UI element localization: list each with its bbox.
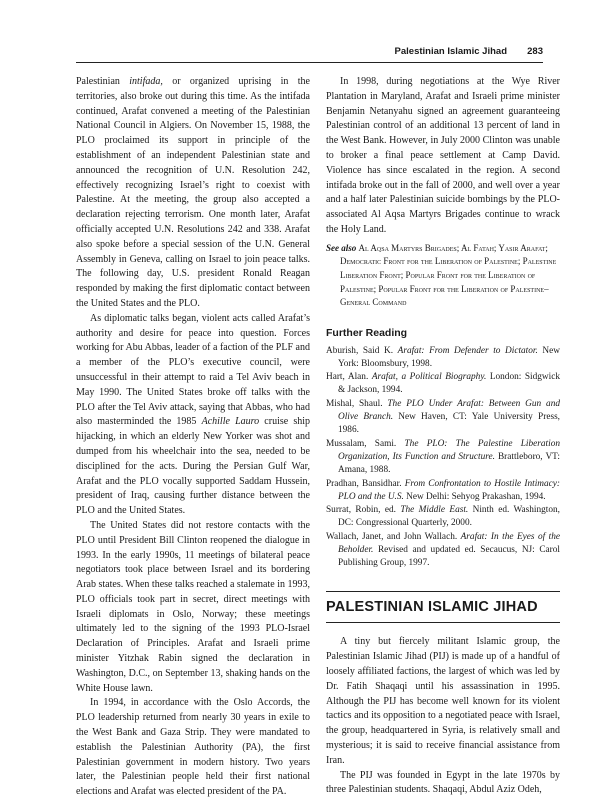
right-column [326,75,560,798]
book-title: Arafat: In the Eyes of the Beholder. [338,531,560,555]
book-title: From Confrontation to Hostile Intimacy: PLO and the U.S. [338,478,560,502]
paragraph: In 1998, during negotiations at the Wye River Plantation in Maryland, Arafat and Israeli prime minister Benjamin Netanyahu signed an agreement guaranteeing Palestinian control of an additional 13 percent of land in the West Bank. However, in July 2000 Clinton was unable to broker a final peace settlement at Camp David. Violence has since escalated in the region. A second intifada broke out in the fall of 2000, and well over a year and a half later Palestinian suicide bombings by the PLO-associated Al Aqsa Martyrs Brigades continue to wrack the Holy Land. [326,76,560,235]
text: Hart, Alan. [326,372,372,383]
bibliography-entry [326,478,560,505]
text: New York: Bloomsbury, 1998. [338,345,560,369]
italic-text: Achille Lauro [201,416,260,428]
text: New Delhi: Sehyog Prakashan, 1994. [403,491,546,502]
running-head [76,42,543,63]
bibliography-entry [326,398,560,438]
left-column [76,75,310,800]
paragraph: In 1994, in accordance with the Oslo Accords, the PLO leadership returned from nearly 30 years in exile to the West Bank and Gaza Strip. They were mandated to establish the Palestinian Authority (PA), the first Palestinian government in modern history. Two years later, the Palestinian people held their first national elections and Arafat was elected president of the PA. [76,697,310,798]
text: Ninth ed. Washington, DC: Congressional Quarterly, 2000. [338,505,561,529]
text: Pradhan, Bansidhar. [326,478,405,489]
entry-top-rule [326,591,560,592]
entry-title: PALESTINIAN ISLAMIC JIHAD [326,598,538,615]
text: Aburish, Said K. [326,345,398,356]
see-also-references: Al Aqsa Martyrs Brigades; Al Fatah; Yasir Arafat; Democratic Front for the Liberation of Palestine; Palestine Liberation Front; Popular Front for the Liberation of Palestine; Popular Front for the Liberation of Palestine–General Command [340,242,557,308]
bibliography-entry [326,438,560,478]
text: London: Sidgwick & Jackson, 1994. [338,372,560,396]
text: cruise ship hijacking, in which an elderly New Yorker was shot and dumped from his wheelchair into the sea, needed to be disciplined for the acts. During the Persian Gulf War, Arafat and the PLO vocally supported Saddam Hussein, president of Iraq, causing further distance between the PLO and the United States. [76,416,311,517]
italic-text: intifada, [129,76,163,87]
text: Wallach, Janet, and John Wallach. [326,531,461,542]
bibliography-entry [326,345,560,372]
text: Mussalam, Sami. [326,438,405,449]
see-also-lead: See also [326,242,357,253]
running-head-title: Palestinian Islamic Jihad [394,46,507,57]
book-title: The PLO: The Palestine Liberation Organization, Its Function and Structure. [338,438,560,462]
bibliography-entry [326,504,560,531]
text: or organized uprising in the territories, also broke out during this time. As the intifada continued, Arafat convened a meeting of the Palestinian National Council in Algiers. On November 15, 1988, the PLO proclaimed its support in principle of the establishment of an independent Palestinian state and announced the recognition of U.N. Resolution 242, effectively recognizing Israel’s right to coexist with Palestine. At the meeting, the group also accepted a declaration rejecting terrorism. One month later, Arafat officially accepted U.N. Resolutions 242 and 338. Arafat also spoke before a special session of the U.N. General Assembly in Geneva, calling on Israel to join peace talks. The following day, U.S. president Ronald Reagan responded by making the first diplomatic contact between the United States and the PLO. [76,76,310,309]
bibliography-entry [326,371,560,398]
bibliography [326,345,560,571]
text: Mishal, Shaul. [326,398,388,409]
paragraph [76,312,310,519]
book-title: Arafat, a Political Biography. [371,372,487,383]
text: New Haven, CT: Yale University Press, 1986. [338,412,561,436]
text: Palestinian [76,76,130,87]
see-also [326,242,560,310]
entry-bottom-rule [326,622,560,623]
text: Revised and updated ed. Secaucus, NJ: Carol Publishing Group, 1997. [338,544,560,569]
book-title: The PLO Under Arafat: Between Gun and Olive Branch. [338,398,560,423]
text: Surrat, Robin, ed. [326,505,401,516]
text: Brattleboro, VT: Amana, 1988. [338,451,560,476]
paragraph: A tiny but fiercely militant Islamic group, the Palestinian Islamic Jihad (PIJ) is made up of a handful of loosely affiliated factions, the largest of which was led by Dr. Fatih Shaqaqi until his assassination in 1995. Although the PIJ has become well known for its violent tactics and its opposition to a negotiated peace with Israel, the group, headquartered in Syria, is relatively small and mysterious; it is said to receive financial assistance from Iran. [326,636,560,766]
paragraph [76,75,310,312]
paragraph: The PIJ was founded in Egypt in the late 1970s by three Palestinian students. Shaqaqi, Abdul Aziz Odeh, [326,769,560,796]
book-title: The Middle East. [400,505,469,516]
page-number: 283 [527,46,543,57]
paragraph: The United States did not restore contacts with the PLO until President Bill Clinton reopened the dialogue in 1993. In the early 1990s, 11 meetings of bilateral peace negotiators took place between Israel and its bordering Arab states. When these talks reached a stalemate in 1993, PLO officials took part in secret, direct meetings with Israeli diplomats in Oslo, Norway; these meetings ultimately led to the signing of the 1993 PLO-Israel Declaration of Principles. Arafat and Israeli prime minister Yitzhak Rabin signed the declaration in Washington, D.C., on September 13, shaking hands on the White House lawn. [76,519,310,694]
bibliography-entry [326,531,560,571]
text: As diplomatic talks began, violent acts called Arafat’s authority and desire for peace into question. Forces working for Abu Abbas, leader of a faction of the PLF and a member of the PLO’s executive council, were unsuccessful in their attempt to raid a Tel Aviv beach in May 1990. The United States broke off talks with the PLO after the Tel Aviv attack, saying that Abbas, who had also masterminded the 1985 [76,312,310,428]
further-reading-heading: Further Reading [326,326,408,339]
book-title: Arafat: From Defender to Dictator. [397,345,538,356]
